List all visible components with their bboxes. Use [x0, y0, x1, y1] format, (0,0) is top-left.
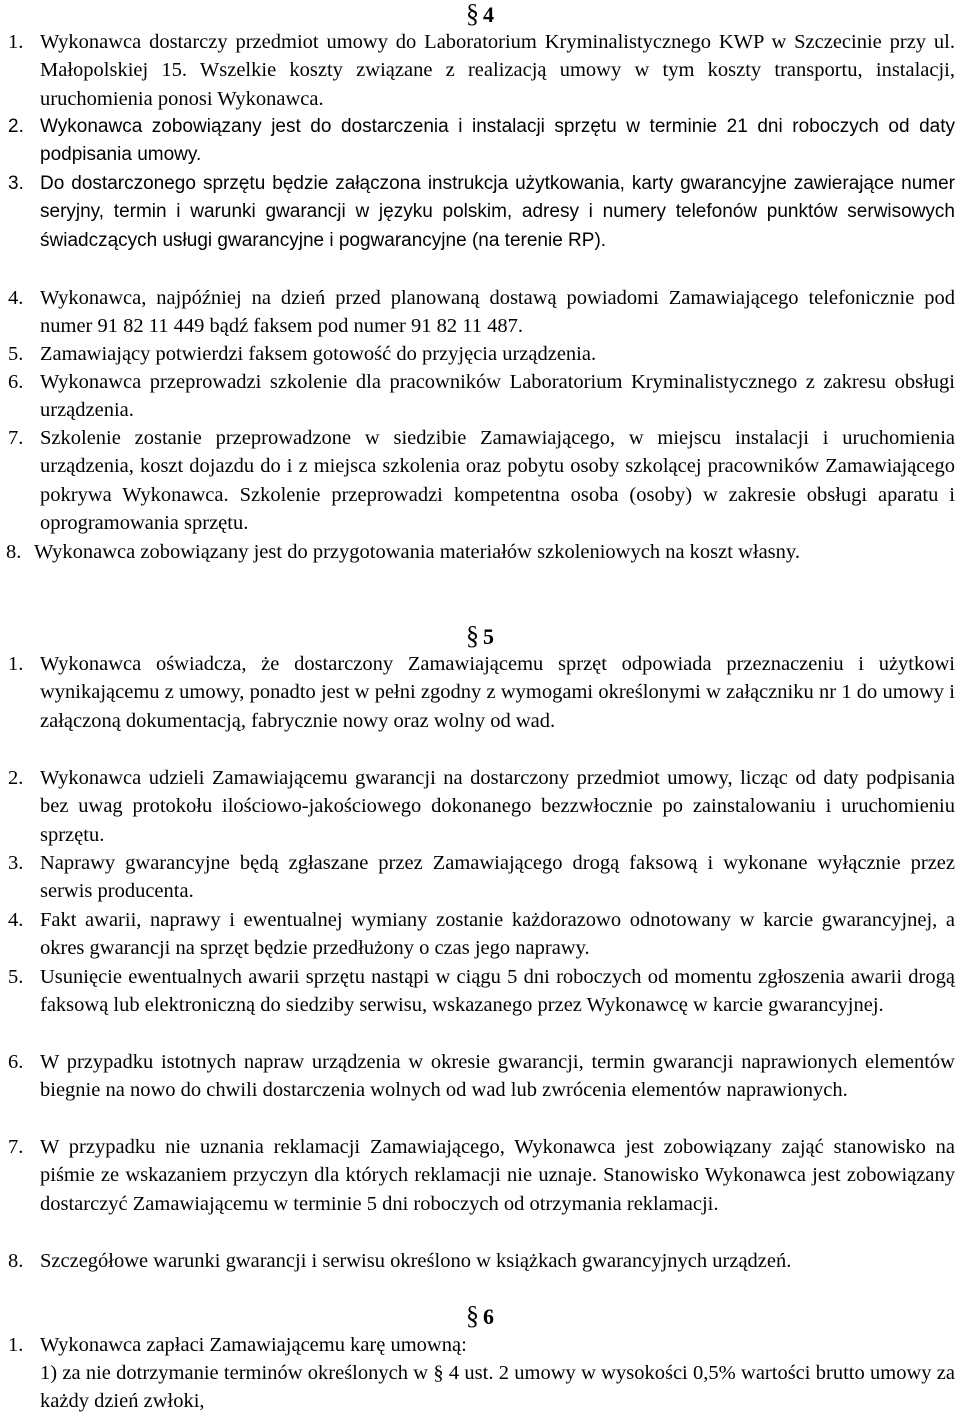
item-number: 1.	[8, 653, 24, 675]
item-number: 5.	[8, 966, 24, 988]
item-number: 1.	[8, 31, 24, 53]
item-number: 8.	[6, 541, 22, 563]
item-text: Szkolenie zostanie przeprowadzone w siedzibie Zamawiającego, w miejscu instalacji i uruchomienia urządzenia, koszt dojazdu do i z miejsca szkolenia oraz pobytu osoby szkolącej pracowników Zamawiającego pokrywa Wykonawca. Szkolenie przeprowadzi kompetentna osoba (osoby) w zakresie obsługi aparatu i oprogramowania sprzętu.	[40, 427, 955, 535]
item-number: 3.	[8, 852, 24, 874]
paragraph-6-1-subitem-1: 1) za nie dotrzymanie terminów określonych w § 4 ust. 2 umowy w wysokości 0,5% wartości brutto umowy za każdy dzień zwłoki,	[40, 1362, 955, 1413]
section-heading-6	[0, 1302, 960, 1331]
item-text: Fakt awarii, naprawy i ewentualnej wymiany zostanie każdorazowo odnotowany w karcie gwarancyjnej, a okres gwarancji na sprzęt będzie przedłużony o czas jego naprawy.	[40, 909, 955, 960]
item-text: Zamawiający potwierdzi faksem gotowość do przyjęcia urządzenia.	[40, 343, 597, 365]
item-text: Naprawy gwarancyjne będą zgłaszane przez Zamawiającego drogą faksową i wykonane wyłącznie przez serwis producenta.	[40, 852, 955, 903]
item-text: Wykonawca udzieli Zamawiającemu gwarancji na dostarczony przedmiot umowy, licząc od daty podpisania bez uwag protokołu ilościowo-jakościowego dokonanego bezzwłocznie po zainstalowaniu i uruchomieniu sprzętu.	[40, 767, 955, 846]
item-text: W przypadku istotnych napraw urządzenia w okresie gwarancji, termin gwarancji naprawionych elementów biegnie na nowo do chwili dostarczenia wolnych od wad lub zwrócenia elementów naprawionych.	[40, 1051, 955, 1102]
section-number: 4	[483, 2, 494, 27]
item-number: 2.	[8, 116, 24, 137]
section-heading-5	[0, 622, 960, 651]
item-text: Wykonawca oświadcza, że dostarczony Zamawiającemu sprzęt odpowiada przeznaczeniu i użytkowi wynikającemu z umowy, ponadto jest w pełni zgodny z wymogami określonymi w załączniku nr 1 do umowy i załączoną dokumentacją, fabrycznie nowy oraz wolny od wad.	[40, 653, 955, 732]
item-text: Wykonawca zobowiązany jest do przygotowania materiałów szkoleniowych na koszt własny.	[34, 541, 800, 563]
item-number: 4.	[8, 287, 24, 309]
item-text: Wykonawca dostarczy przedmiot umowy do Laboratorium Kryminalistycznego KWP w Szczecinie przy ul. Małopolskiej 15. Wszelkie koszty związane z realizacją umowy w tym koszty transportu, instalacji, uruchomienia ponosi Wykonawca.	[40, 31, 955, 110]
item-text: Szczegółowe warunki gwarancji i serwisu określono w książkach gwarancyjnych urządzeń.	[40, 1250, 792, 1272]
item-text: Do dostarczonego sprzętu będzie załączona instrukcja użytkowania, karty gwarancyjne zawierające numer seryjny, termin i warunki gwarancji w języku polskim, adresy i numery telefonów punktów serwisowych świadczących usługi gwarancyjne i pogwarancyjne (na terenie RP).	[40, 173, 955, 251]
item-number: 2.	[8, 767, 24, 789]
item-number: 7.	[8, 427, 24, 449]
item-number: 8.	[8, 1250, 24, 1272]
item-text: Wykonawca zapłaci Zamawiającemu karę umowną:	[40, 1334, 467, 1356]
item-number: 7.	[8, 1136, 24, 1158]
item-number: 4.	[8, 909, 24, 931]
item-text: Usunięcie ewentualnych awarii sprzętu nastąpi w ciągu 5 dni roboczych od momentu zgłoszenia awarii drogą faksową lub elektroniczną do siedziby serwisu, wskazanego przez Wykonawcę w karcie gwarancyjnej.	[40, 966, 955, 1017]
section-number: 5	[483, 624, 494, 649]
section-symbol: §	[466, 0, 479, 28]
item-number: 6.	[8, 1051, 24, 1073]
item-text: Wykonawca zobowiązany jest do dostarczenia i instalacji sprzętu w terminie 21 dni roboczych od daty podpisania umowy.	[40, 116, 955, 166]
section-symbol: §	[466, 621, 479, 650]
item-number: 3.	[8, 173, 24, 194]
section-number: 6	[483, 1304, 494, 1329]
section-symbol: §	[466, 1301, 479, 1330]
section-heading-4	[0, 0, 960, 29]
item-number: 1.	[8, 1334, 24, 1356]
item-text: Wykonawca przeprowadzi szkolenie dla pracowników Laboratorium Kryminalistycznego z zakresu obsługi urządzenia.	[40, 371, 955, 422]
item-text: Wykonawca, najpóźniej na dzień przed planowaną dostawą powiadomi Zamawiającego telefonicznie pod numer 91 82 11 449 bądź faksem pod numer 91 82 11 487.	[40, 287, 955, 338]
item-number: 5.	[8, 343, 24, 365]
item-text: W przypadku nie uznania reklamacji Zamawiającego, Wykonawca jest zobowiązany zająć stanowisko na piśmie ze wskazaniem przyczyn dla których reklamacji nie uznaje. Stanowisko Wykonawca jest zobowiązany dostarczyć Zamawiającemu w terminie 5 dni roboczych od otrzymania reklamacji.	[40, 1136, 955, 1215]
item-number: 6.	[8, 371, 24, 393]
